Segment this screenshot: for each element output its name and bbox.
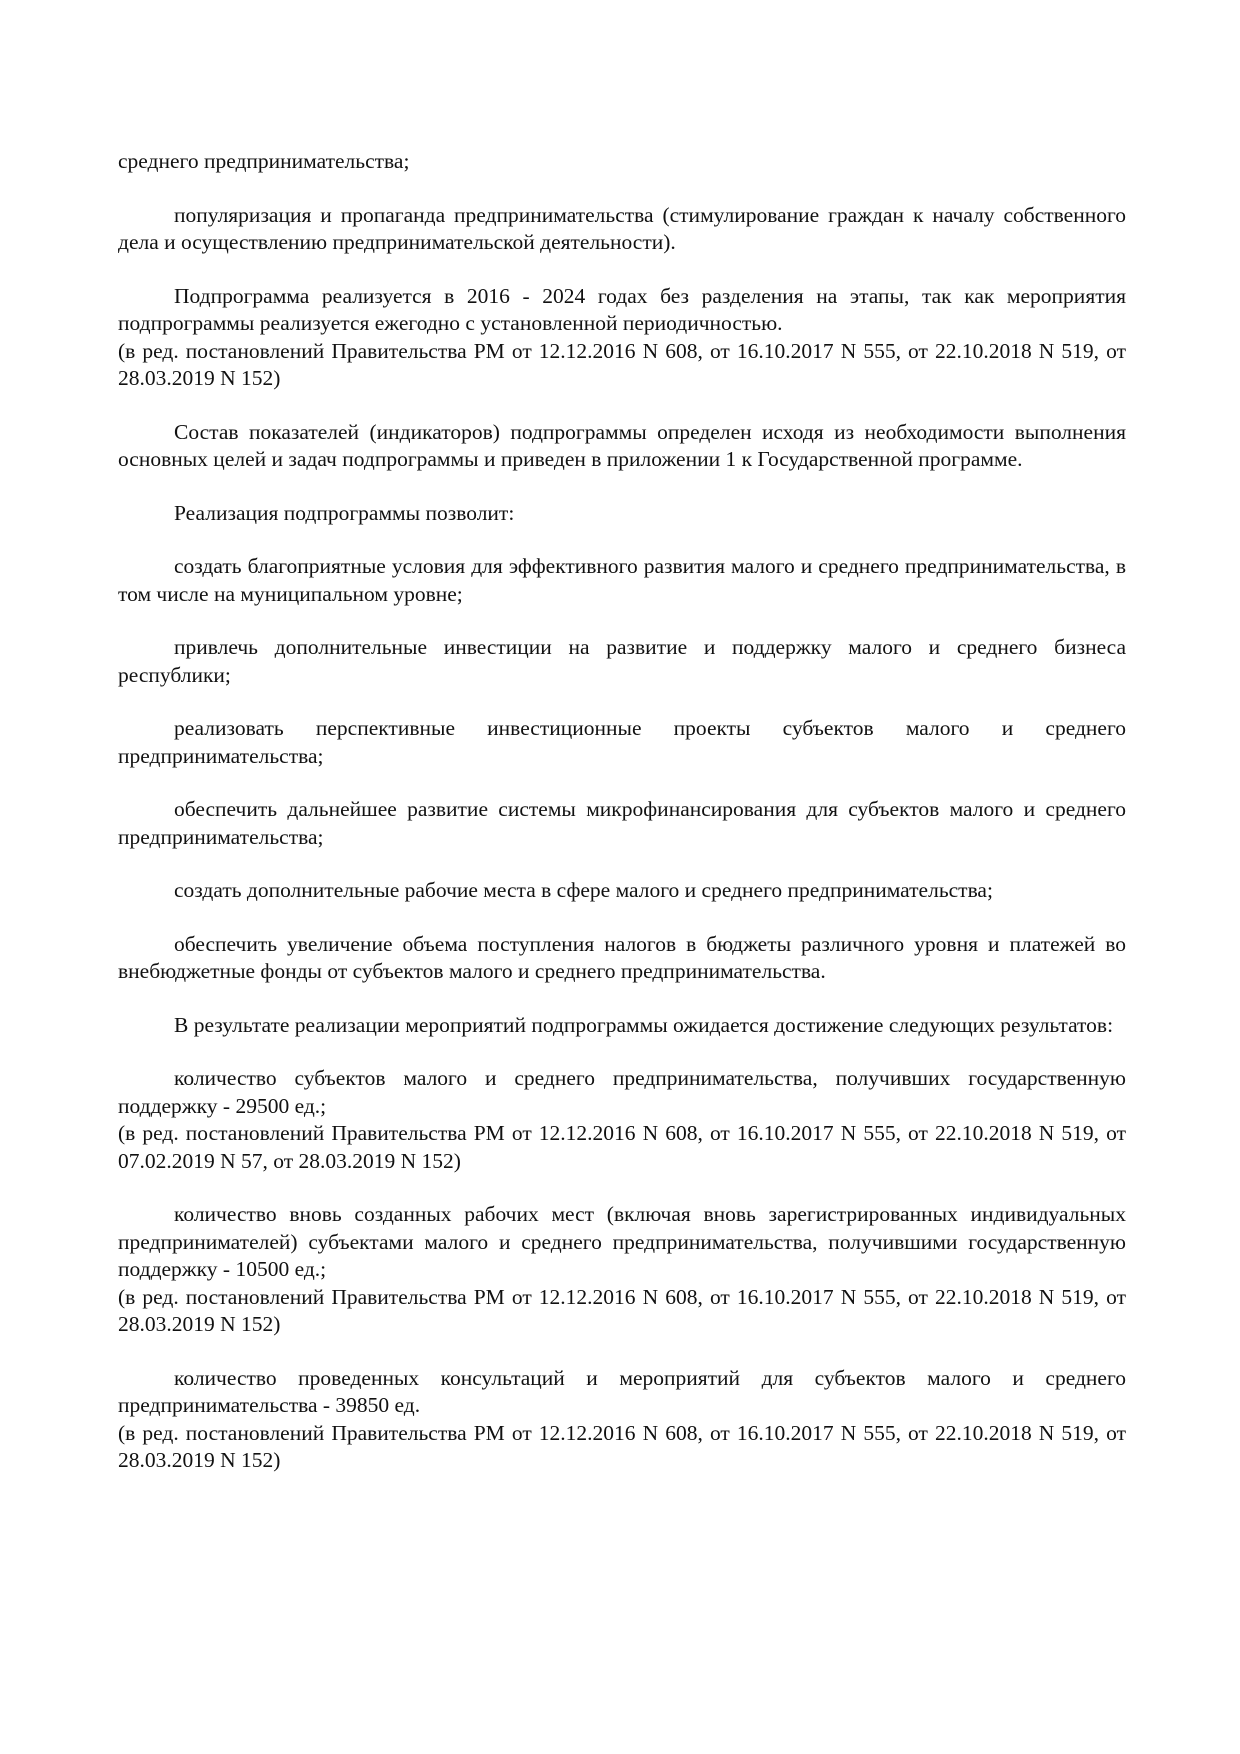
result-item-consultations — [118, 1365, 1126, 1475]
amendment-note: (в ред. постановлений Правительства РМ от 12.12.2016 N 608, от 16.10.2017 N 555, от 22.10.2018 N 519, от 28.03.2019 N 152) — [118, 1420, 1126, 1472]
paragraph-text: количество проведенных консультаций и мероприятий для субъектов малого и среднего предпринимательства - 39850 ед. — [118, 1365, 1126, 1417]
paragraph-text: Подпрограмма реализуется в 2016 - 2024 годах без разделения на этапы, так как мероприятия подпрограммы реализуется ежегодно с установленной периодичностью. — [118, 283, 1126, 335]
paragraph-text: Реализация подпрограммы позволит: — [174, 500, 515, 525]
list-item-microfinance — [118, 796, 1126, 851]
paragraph-text: Состав показателей (индикаторов) подпрограммы определен исходя из необходимости выполнения основных целей и задач подпрограммы и приведен в приложении 1 к Государственной программе. — [118, 419, 1126, 471]
paragraph-text: обеспечить дальнейшее развитие системы микрофинансирования для субъектов малого и среднего предпринимательства; — [118, 797, 1126, 849]
amendment-note: (в ред. постановлений Правительства РМ от 12.12.2016 N 608, от 16.10.2017 N 555, от 22.10.2018 N 519, от 28.03.2019 N 152) — [118, 1284, 1126, 1336]
paragraph-text: количество субъектов малого и среднего предпринимательства, получивших государственную поддержку - 29500 ед.; — [118, 1066, 1126, 1118]
paragraph-text: популяризация и пропаганда предпринимательства (стимулирование граждан к началу собственного дела и осуществлению предпринимательской деятельности). — [118, 202, 1126, 254]
paragraph-text: создать дополнительные рабочие места в сфере малого и среднего предпринимательства; — [174, 878, 993, 902]
paragraph-implementation-period — [118, 283, 1126, 393]
paragraph-text: обеспечить увеличение объема поступления налогов в бюджеты различного уровня и платежей во внебюджетные фонды от субъектов малого и среднего предпринимательства. — [118, 931, 1126, 983]
result-item-new-jobs — [118, 1201, 1126, 1339]
amendment-note: (в ред. постановлений Правительства РМ от 12.12.2016 N 608, от 16.10.2017 N 555, от 22.10.2018 N 519, от 28.03.2019 N 152) — [118, 338, 1126, 390]
amendment-note: (в ред. постановлений Правительства РМ от 12.12.2016 N 608, от 16.10.2017 N 555, от 22.10.2018 N 519, от 07.02.2019 N 57, от 28.03.2019 N 152) — [118, 1121, 1126, 1173]
continuation-text: среднего предпринимательства; — [118, 149, 410, 173]
paragraph-text: создать благоприятные условия для эффективного развития малого и среднего предпринимательства, в том числе на муниципальном уровне; — [118, 554, 1126, 606]
paragraph-indicators — [118, 419, 1126, 474]
list-item-projects — [118, 715, 1126, 770]
paragraph-text: реализовать перспективные инвестиционные проекты субъектов малого и среднего предпринимательства; — [118, 716, 1126, 768]
list-item-conditions — [118, 553, 1126, 608]
paragraph-text: привлечь дополнительные инвестиции на развитие и поддержку малого и среднего бизнеса республики; — [118, 635, 1126, 687]
result-item-supported-subjects — [118, 1065, 1126, 1175]
paragraph-popularization — [118, 202, 1126, 257]
list-item-jobs — [118, 877, 1126, 905]
list-item-taxes — [118, 931, 1126, 986]
paragraph-text: количество вновь созданных рабочих мест (включая вновь зарегистрированных индивидуальных предпринимателей) субъектами малого и среднего предпринимательства, получившими государственную поддержку - 10500 ед.; — [118, 1202, 1126, 1281]
list-item-investments — [118, 634, 1126, 689]
document-page — [118, 148, 1126, 1501]
paragraph-outcomes-intro — [118, 500, 1126, 528]
paragraph-results-intro — [118, 1012, 1126, 1040]
paragraph-text: В результате реализации мероприятий подпрограммы ожидается достижение следующих результатов: — [174, 1012, 1114, 1037]
